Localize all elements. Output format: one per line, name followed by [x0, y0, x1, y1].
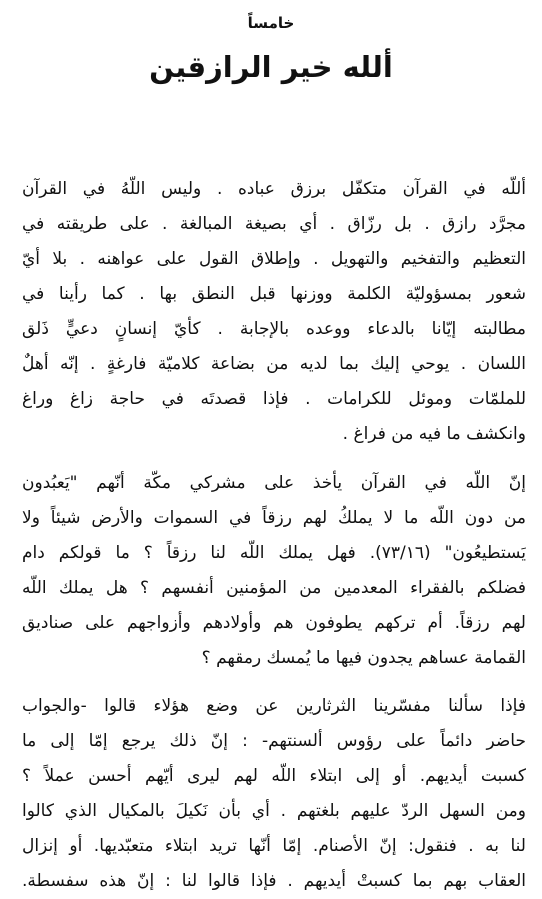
text-line: يَستطيعُون" (٧٣/١٦). فهل يملك اللّه لنا رزقاً ؟ ما قولكم دام: [22, 543, 526, 563]
chapter-title: ألله خير الرازقين: [149, 50, 393, 84]
chapter-label: خامساً: [247, 14, 295, 32]
text-line: فضلكم بالفقراء المعدمين من المؤمنين أنفسهم ؟ هل يملك اللّه: [22, 578, 526, 598]
text-line: العقاب بهم بما كسبتْ أيديهم . فإذا قالوا لنا : إنّ هذه سفسطة.: [22, 871, 526, 891]
text-line: وانكشف ما فيه من فراغ .: [342, 424, 526, 444]
text-line: إنّ اللّه في القرآن يأخذ على مشركي مكّة أنّهم "يَعبُدون: [22, 473, 526, 493]
text-line: القمامة عساهم يجدون فيها ما يُمسك رمقهم ؟: [201, 648, 526, 668]
text-line: ومن السهل الردّ عليهم بلغتهم . أي بأن نَكيلَ بالمكيال الذي كالوا: [22, 801, 526, 821]
text-line: من دون اللّه ما لا يملكُ لهم رزقاً في السموات والأرض شيئاً ولا: [22, 508, 526, 528]
paragraph-1: [22, 172, 526, 452]
text-line: للملمّات وموئل للكرامات . فإذا قصدتَه في حاجة زاغ وراغ: [22, 389, 526, 409]
paragraph-2: [22, 466, 526, 676]
text-line: حاضر دائماً على رؤوس ألسنتهم- : إنّ ذلك يرجع إمّا إلى ما: [22, 731, 526, 751]
text-line: لنا به . فنقول: إنّ الأصنام. إمّا أنّها تريد ابتلاء متعبّديها. أو إنزال: [22, 836, 526, 856]
text-line: شعور بمسؤوليّة الكلمة ووزنها قبل النطق بها . كما رأينا في: [22, 284, 526, 304]
text-line: لهم رزقاً. أم تركهم يطوفون هم وأولادهم وأزواجهم على صناديق: [22, 613, 526, 633]
text-line: اللسان . يوحي إليك بما لديه من بضاعة كلاميّة فارغةٍ . إنّه أهلٌ: [22, 354, 526, 374]
text-line: مطالبته إيّانا بالدعاء ووعده بالإجابة . كأيّ إنسانٍ دعيٍّ ذَلق: [22, 319, 526, 339]
text-line: التعظيم والتفخيم والتهويل . وإطلاق القول على عواهنه . بلا أيّ: [22, 249, 526, 269]
paragraph-3: [22, 689, 526, 899]
text-line: مجرَّد رازق . بل رزّاق . أي بصيغة المبالغة . على طريقته في: [22, 214, 526, 234]
text-line: أللّه في القرآن متكفّل برزق عباده . وليس اللّهُ في القرآن: [22, 179, 526, 199]
text-line: فإذا سألنا مفسّرينا الثرثارين عن وضع هؤلاء قالوا -والجواب: [22, 696, 526, 716]
text-line: كسبت أيديهم. أو إلى ابتلاء اللّه لهم ليرى أيّهم أحسن عملاً ؟: [22, 766, 526, 786]
